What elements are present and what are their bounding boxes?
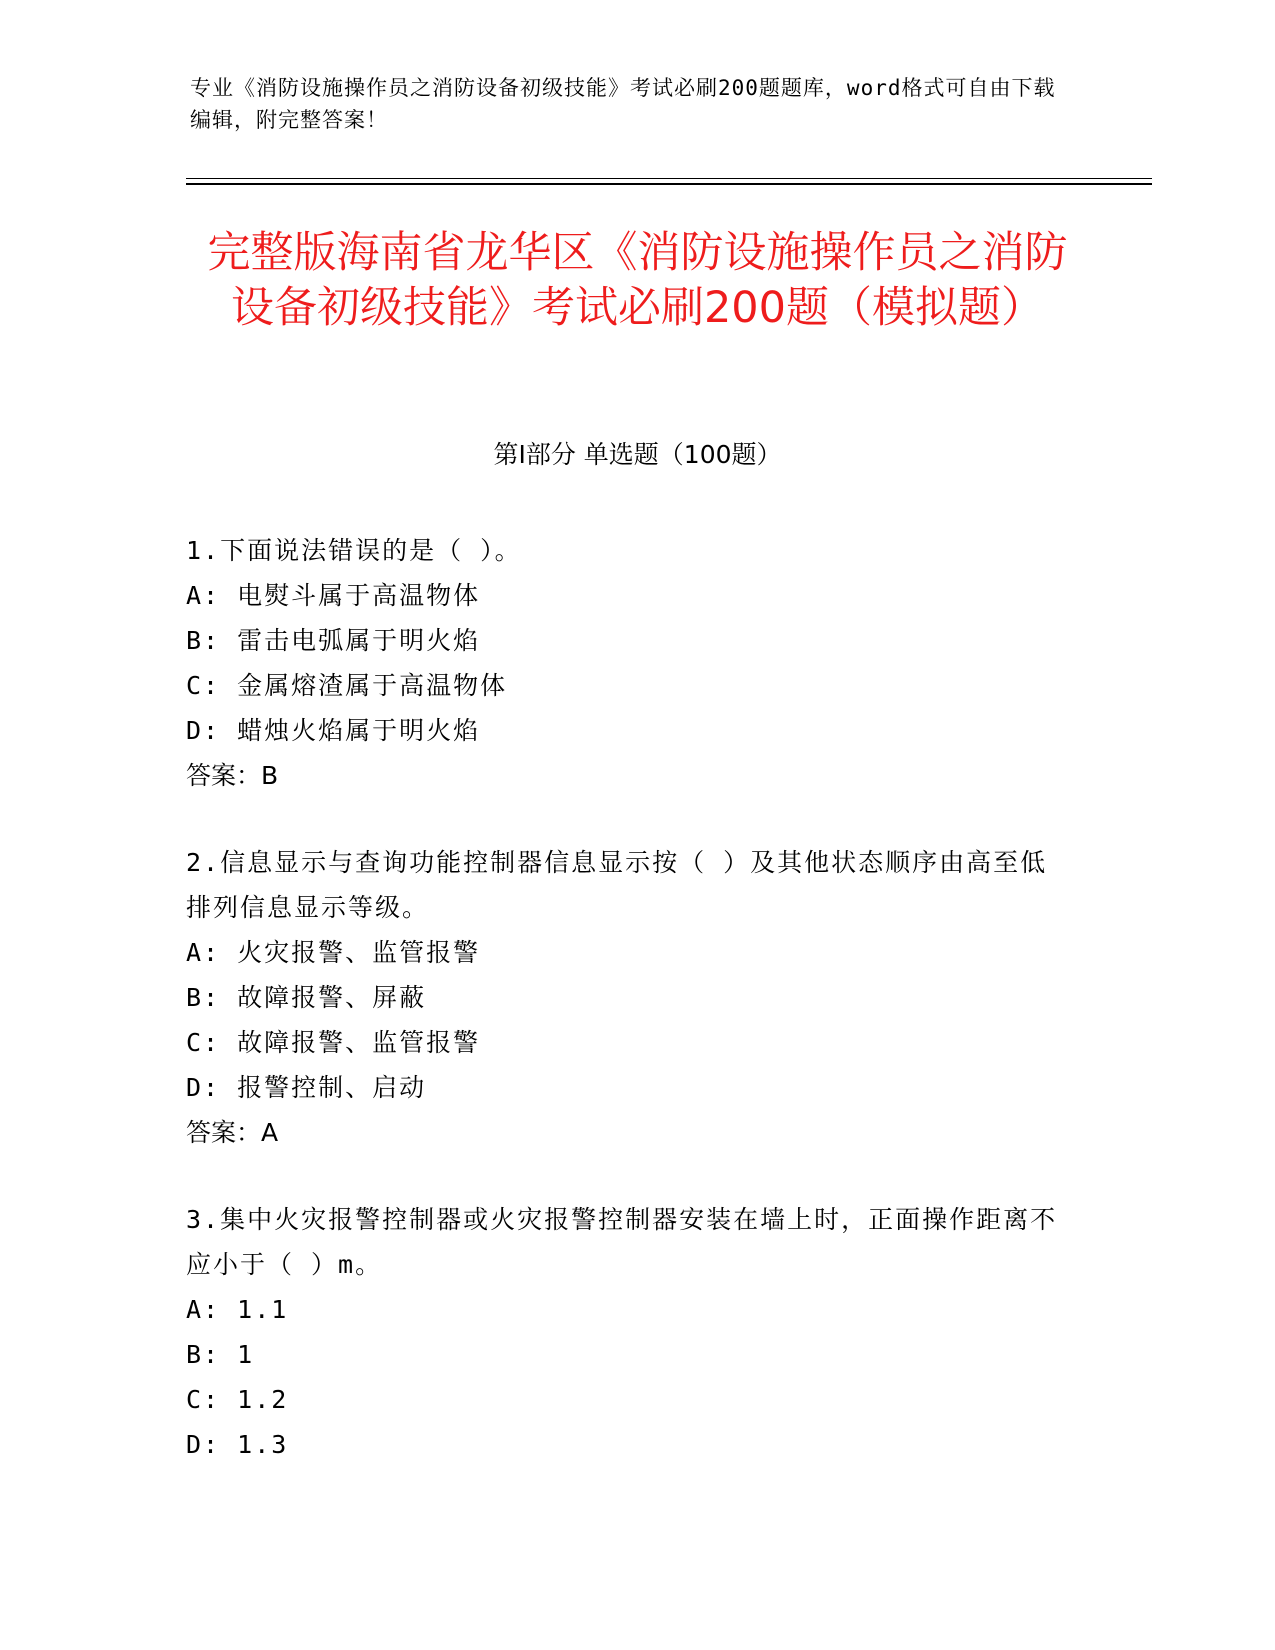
question-2: [186, 840, 1066, 1155]
document-title: 完整版海南省龙华区《消防设施操作员之消防设备初级技能》考试必刷200题（模拟题）: [207, 228, 1068, 333]
option-b: B: 故障报警、屏蔽: [186, 983, 427, 1012]
answer: 答案：B: [186, 761, 279, 790]
question-1: [186, 528, 1066, 798]
option-b: B: 雷击电弧属于明火焰: [186, 626, 481, 655]
option-a: A: 电熨斗属于高温物体: [186, 581, 481, 610]
option-c: C: 金属熔渣属于高温物体: [186, 671, 508, 700]
option-d: D: 1.3: [186, 1430, 289, 1459]
option-b: B: 1: [186, 1340, 255, 1369]
option-a: A: 火灾报警、监管报警: [186, 938, 481, 967]
header-divider-thick: [186, 183, 1152, 185]
question-stem: 1.下面说法错误的是（ ）。: [186, 536, 522, 565]
option-d: D: 报警控制、启动: [186, 1073, 427, 1102]
question-stem: 2.信息显示与查询功能控制器信息显示按（ ）及其他状态顺序由高至低排列信息显示等级。: [186, 848, 1048, 922]
header-divider-thin: [186, 178, 1152, 179]
question-3: [186, 1197, 1066, 1467]
section-heading: 第I部分 单选题（100题）: [493, 440, 782, 469]
option-a: A: 1.1: [186, 1295, 289, 1324]
option-c: C: 1.2: [186, 1385, 289, 1414]
header-note: 专业《消防设施操作员之消防设备初级技能》考试必刷200题题库，word格式可自由下载编辑，附完整答案！: [190, 76, 1056, 132]
answer: 答案：A: [186, 1118, 279, 1147]
question-list: [186, 528, 1066, 1509]
option-d: D: 蜡烛火焰属于明火焰: [186, 716, 481, 745]
option-c: C: 故障报警、监管报警: [186, 1028, 481, 1057]
question-stem: 3.集中火灾报警控制器或火灾报警控制器安装在墙上时，正面操作距离不应小于（ ）m。: [186, 1205, 1058, 1279]
